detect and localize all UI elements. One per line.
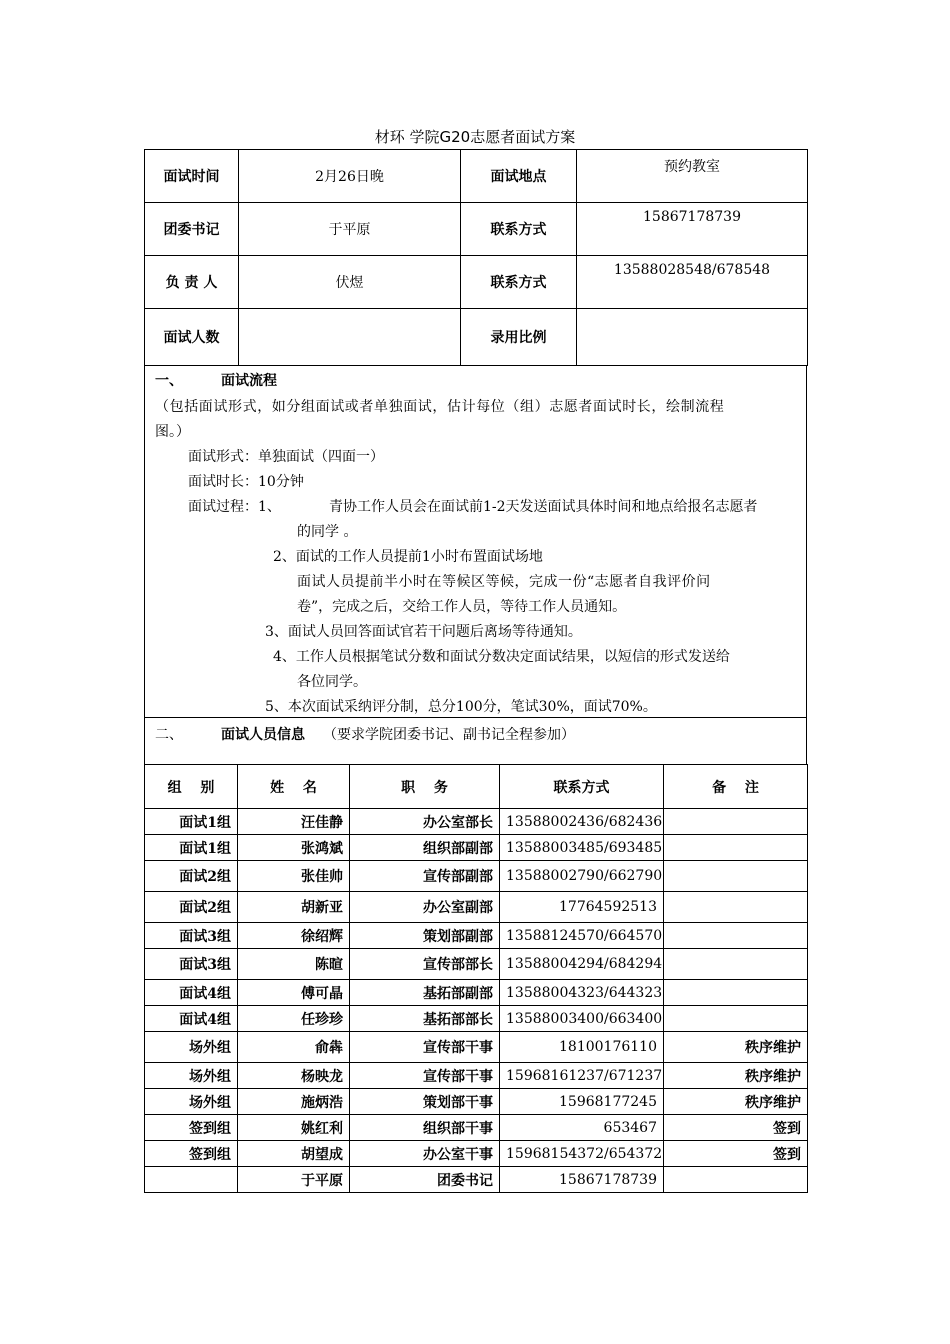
section2-number: 二、 [155, 727, 183, 743]
group-cell [145, 1167, 238, 1193]
remark-cell [664, 980, 808, 1006]
people-table [144, 764, 808, 1193]
column-header: 组 别 [145, 765, 238, 809]
name-cell: 张鸿斌 [238, 835, 350, 861]
remark-cell [664, 835, 808, 861]
name-cell: 胡望成 [238, 1141, 350, 1167]
step2-line-a: 面试人员提前半小时在等候区等候，完成一份“志愿者自我评价问 [297, 574, 711, 590]
group-cell: 签到组 [145, 1141, 238, 1167]
position-cell: 宣传部副部 [350, 861, 500, 892]
contact-cell: 653467 [500, 1115, 664, 1141]
step4-line-a: 4、工作人员根据笔试分数和面试分数决定面试结果，以短信的形式发送给 [273, 649, 730, 665]
table-row [145, 1167, 808, 1193]
group-cell: 面试3组 [145, 949, 238, 980]
remark-cell [664, 949, 808, 980]
section-interview-process [144, 366, 807, 718]
section1-note-1: （包括面试形式，如分组面试或者单独面试，估计每位（组）志愿者面试时长，绘制流程 [155, 399, 725, 415]
step1-line-a: 青协工作人员会在面试前1-2天发送面试具体时间和地点给报名志愿者 [329, 499, 758, 515]
group-cell: 面试2组 [145, 892, 238, 923]
contact-cell: 15968177245 [500, 1089, 664, 1115]
interview-duration: 面试时长：10分钟 [188, 474, 304, 490]
contact-value-1: 15867178739 [577, 203, 808, 256]
table-row [145, 1006, 808, 1032]
secretary-label: 团委书记 [145, 203, 239, 256]
table-row [145, 980, 808, 1006]
ratio-value [577, 309, 808, 366]
contact-cell: 18100176110 [500, 1032, 664, 1063]
name-cell: 俞犇 [238, 1032, 350, 1063]
position-cell: 组织部副部 [350, 835, 500, 861]
table-row [145, 1141, 808, 1167]
contact-cell: 17764592513 [500, 892, 664, 923]
group-cell: 场外组 [145, 1063, 238, 1089]
contact-label-2: 联系方式 [461, 256, 577, 309]
table-row [145, 861, 808, 892]
group-cell: 面试4组 [145, 1006, 238, 1032]
contact-cell: 13588004323/644323 [500, 980, 664, 1006]
group-cell: 面试3组 [145, 923, 238, 949]
time-label: 面试时间 [145, 150, 239, 203]
contact-cell: 15867178739 [500, 1167, 664, 1193]
name-cell: 姚红利 [238, 1115, 350, 1141]
group-cell: 面试2组 [145, 861, 238, 892]
contact-cell: 13588003400/663400 [500, 1006, 664, 1032]
info-table [144, 149, 808, 366]
group-cell: 面试1组 [145, 835, 238, 861]
position-cell: 宣传部干事 [350, 1063, 500, 1089]
table-row [145, 923, 808, 949]
table-row [145, 809, 808, 835]
column-header: 备 注 [664, 765, 808, 809]
step5-line: 5、本次面试采纳评分制，总分100分，笔试30%，面试70%。 [265, 699, 657, 715]
remark-cell [664, 1006, 808, 1032]
remark-cell: 签到 [664, 1141, 808, 1167]
section-people-info [144, 718, 807, 764]
contact-cell: 13588003485/693485 [500, 835, 664, 861]
position-cell: 基拓部副部 [350, 980, 500, 1006]
name-cell: 徐绍辉 [238, 923, 350, 949]
interview-form: 面试形式：单独面试（四面一） [188, 449, 384, 465]
column-header: 联系方式 [500, 765, 664, 809]
group-cell: 面试4组 [145, 980, 238, 1006]
contact-value-2: 13588028548/678548 [577, 256, 808, 309]
name-cell: 于平原 [238, 1167, 350, 1193]
section1-note-2: 图。） [155, 424, 190, 440]
position-cell: 策划部副部 [350, 923, 500, 949]
name-cell: 施炳浩 [238, 1089, 350, 1115]
step4-line-b: 各位同学。 [297, 674, 367, 690]
position-cell: 团委书记 [350, 1167, 500, 1193]
contact-cell: 13588002436/682436 [500, 809, 664, 835]
step2-line: 2、面试的工作人员提前1小时布置面试场地 [273, 549, 543, 565]
contact-cell: 13588002790/662790 [500, 861, 664, 892]
place-label: 面试地点 [461, 150, 577, 203]
ratio-label: 录用比例 [461, 309, 577, 366]
remark-cell [664, 923, 808, 949]
position-cell: 办公室部长 [350, 809, 500, 835]
table-row [145, 1063, 808, 1089]
contact-cell: 13588124570/664570 [500, 923, 664, 949]
step1-line-b: 的同学 。 [297, 524, 358, 540]
section2-note: （要求学院团委书记、副书记全程参加） [323, 727, 575, 743]
group-cell: 签到组 [145, 1115, 238, 1141]
contact-cell: 15968161237/671237 [500, 1063, 664, 1089]
table-row [145, 1115, 808, 1141]
document-title: 材环 学院G20志愿者面试方案 [374, 128, 576, 146]
name-cell: 陈暄 [238, 949, 350, 980]
section1-heading: 面试流程 [221, 373, 277, 389]
process-label: 面试过程：1、 [188, 499, 281, 515]
remark-cell: 秩序维护 [664, 1063, 808, 1089]
remark-cell [664, 809, 808, 835]
name-cell: 汪佳静 [238, 809, 350, 835]
step3-line: 3、面试人员回答面试官若干问题后离场等待通知。 [265, 624, 582, 640]
leader-value: 伏煜 [239, 256, 461, 309]
count-label: 面试人数 [145, 309, 239, 366]
contact-cell: 13588004294/684294 [500, 949, 664, 980]
table-row [145, 1089, 808, 1115]
name-cell: 任珍珍 [238, 1006, 350, 1032]
name-cell: 杨映龙 [238, 1063, 350, 1089]
table-header-row [145, 765, 808, 809]
position-cell: 策划部干事 [350, 1089, 500, 1115]
remark-cell [664, 1167, 808, 1193]
remark-cell [664, 861, 808, 892]
column-header: 职 务 [350, 765, 500, 809]
column-header: 姓 名 [238, 765, 350, 809]
table-row [145, 892, 808, 923]
position-cell: 组织部干事 [350, 1115, 500, 1141]
position-cell: 基拓部部长 [350, 1006, 500, 1032]
table-row [145, 1032, 808, 1063]
group-cell: 场外组 [145, 1032, 238, 1063]
count-value [239, 309, 461, 366]
place-value: 预约教室 [577, 150, 808, 203]
time-value: 2月26日晚 [239, 150, 461, 203]
name-cell: 傅可晶 [238, 980, 350, 1006]
table-row [145, 835, 808, 861]
remark-cell: 签到 [664, 1115, 808, 1141]
table-row [145, 949, 808, 980]
remark-cell: 秩序维护 [664, 1032, 808, 1063]
leader-label: 负 责 人 [145, 256, 239, 309]
section2-heading: 面试人员信息 [221, 727, 305, 743]
position-cell: 办公室干事 [350, 1141, 500, 1167]
name-cell: 张佳帅 [238, 861, 350, 892]
section1-number: 一、 [155, 373, 183, 389]
contact-label-1: 联系方式 [461, 203, 577, 256]
position-cell: 办公室副部 [350, 892, 500, 923]
remark-cell: 秩序维护 [664, 1089, 808, 1115]
step2-line-b: 卷”，完成之后，交给工作人员，等待工作人员通知。 [297, 599, 627, 615]
position-cell: 宣传部部长 [350, 949, 500, 980]
name-cell: 胡新亚 [238, 892, 350, 923]
position-cell: 宣传部干事 [350, 1032, 500, 1063]
remark-cell [664, 892, 808, 923]
secretary-value: 于平原 [239, 203, 461, 256]
group-cell: 场外组 [145, 1089, 238, 1115]
group-cell: 面试1组 [145, 809, 238, 835]
contact-cell: 15968154372/654372 [500, 1141, 664, 1167]
